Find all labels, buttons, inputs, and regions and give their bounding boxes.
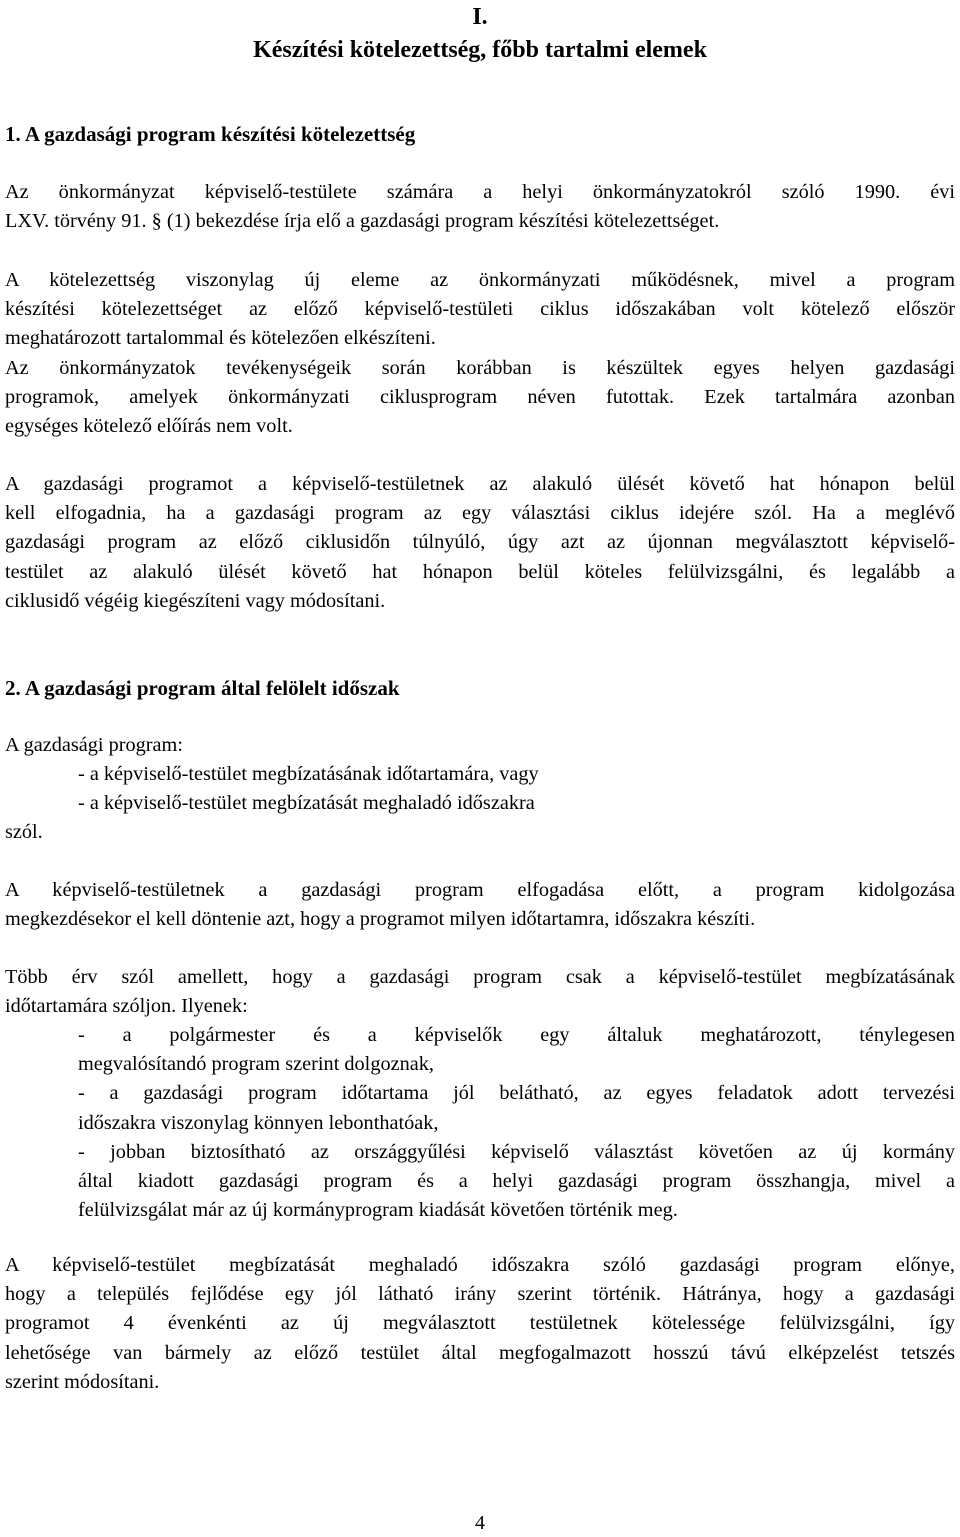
list-item bbox=[78, 1138, 955, 1226]
section-1-paragraph-2 bbox=[5, 266, 955, 354]
text-line: megvalósítandó program szerint dolgoznak, bbox=[78, 1053, 434, 1076]
text-line: ciklusidő végéig kiegészíteni vagy módosítani. bbox=[5, 589, 386, 612]
text-line: A képviselő-testület megbízatását meghaladó időszakra szóló gazdasági program előnye, bbox=[5, 1254, 955, 1276]
text-line: - jobban biztosítható az országgyűlési képviselő választást követően az új kormány bbox=[78, 1140, 955, 1163]
list-item: - a képviselő-testület megbízatását meghaladó időszakra bbox=[78, 792, 535, 815]
text-line: Az önkormányzat képviselő-testülete számára a helyi önkormányzatokról szóló 1990. évi bbox=[5, 181, 955, 203]
text-line: kell elfogadnia, ha a gazdasági program az egy választási ciklus idejére szól. Ha a meglévő bbox=[5, 502, 955, 525]
arguments-list bbox=[78, 1021, 955, 1225]
text-line: A kötelezettség viszonylag új eleme az önkormányzati működésnek, mivel a program bbox=[5, 269, 955, 291]
period-options-list bbox=[78, 760, 955, 818]
text-line: időtartamára szóljon. Ilyenek: bbox=[5, 995, 248, 1018]
text-line: gazdasági program az előző ciklusidőn túlnyúló, úgy azt az újonnan megválasztott képviselő- bbox=[5, 531, 955, 554]
document-page bbox=[5, 0, 955, 1393]
section-2-intro: A gazdasági program: bbox=[5, 734, 183, 756]
text-line: A képviselő-testületnek a gazdasági program elfogadása előtt, a program kidolgozása bbox=[5, 879, 955, 901]
section-1-paragraph-3 bbox=[5, 354, 955, 442]
text-line: programok, amelyek önkormányzati ciklusprogram néven futottak. Ezek tartalmára azonban bbox=[5, 386, 955, 409]
text-line: Az önkormányzatok tevékenységeik során korábban is készültek egyes helyen gazdasági bbox=[5, 357, 955, 379]
text-line: meghatározott tartalommal és kötelezően elkészíteni. bbox=[5, 327, 436, 350]
chapter-number: I. bbox=[472, 4, 488, 30]
text-line: időszakra viszonylag könnyen lebonthatóak, bbox=[78, 1111, 439, 1134]
text-line: megkezdésekor el kell döntenie azt, hogy a programot milyen időtartamra, időszakra készíti. bbox=[5, 908, 756, 931]
section-2-outro: szól. bbox=[5, 821, 43, 843]
text-line: hogy a település fejlődése egy jól látható irány szerint történik. Hátránya, hogy a gazdasági bbox=[5, 1283, 955, 1306]
section-2-paragraph-3 bbox=[5, 1251, 955, 1397]
list-item: - a képviselő-testület megbízatásának időtartamára, vagy bbox=[78, 763, 539, 785]
list-item bbox=[78, 1021, 955, 1079]
text-line: által kiadott gazdasági program és a helyi gazdasági program összhangja, mivel a bbox=[78, 1170, 955, 1193]
text-line: programot 4 évenkénti az új megválasztott testületnek kötelessége felülvizsgálni, így bbox=[5, 1312, 955, 1335]
page-number: 4 bbox=[475, 1512, 485, 1534]
text-line: lehetősége van bármely az előző testület által megfogalmazott hosszú távú elképzelést tetszés bbox=[5, 1341, 955, 1364]
section-1-paragraph-1 bbox=[5, 178, 955, 236]
text-line: - a gazdasági program időtartama jól belátható, az egyes feladatok adott tervezési bbox=[78, 1082, 955, 1105]
text-line: egységes kötelező előírás nem volt. bbox=[5, 415, 293, 438]
section-2-paragraph-2 bbox=[5, 963, 955, 1021]
text-line: testület az alakuló ülését követő hat hónapon belül köteles felülvizsgálni, és legalább a bbox=[5, 560, 955, 583]
text-line: készítési kötelezettséget az előző képviselő-testületi ciklus időszakában volt kötelező először bbox=[5, 298, 955, 321]
text-line: szerint módosítani. bbox=[5, 1370, 160, 1393]
text-line: LXV. törvény 91. § (1) bekezdése írja elő a gazdasági program készítési kötelezettséget. bbox=[5, 210, 720, 233]
text-line: - a polgármester és a képviselők egy általuk meghatározott, ténylegesen bbox=[78, 1024, 955, 1046]
chapter-header bbox=[5, 0, 955, 67]
text-line: A gazdasági programot a képviselő-testületnek az alakuló ülését követő hat hónapon belül bbox=[5, 473, 955, 495]
section-2-heading: 2. A gazdasági program által felölelt időszak bbox=[5, 676, 400, 700]
section-2-paragraph-1 bbox=[5, 876, 955, 934]
list-item bbox=[78, 1079, 955, 1137]
text-line: felülvizsgálat már az új kormányprogram kiadását követően történik meg. bbox=[78, 1199, 678, 1222]
chapter-title: Készítési kötelezettség, főbb tartalmi elemek bbox=[253, 37, 707, 63]
section-1-paragraph-4 bbox=[5, 470, 955, 616]
section-1-heading: 1. A gazdasági program készítési kötelezettség bbox=[5, 122, 416, 146]
text-line: Több érv szól amellett, hogy a gazdasági program csak a képviselő-testület megbízatásának bbox=[5, 966, 955, 988]
